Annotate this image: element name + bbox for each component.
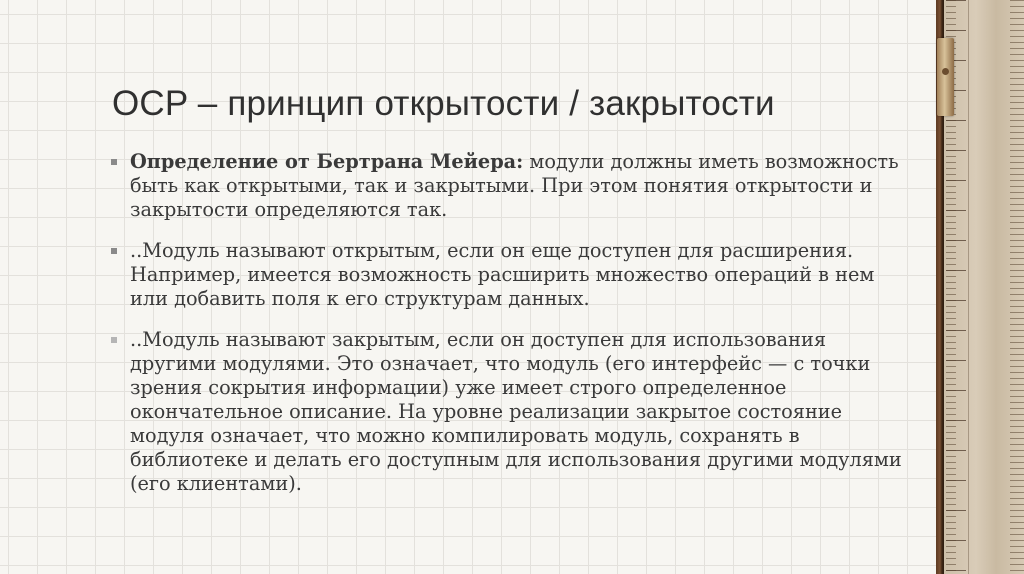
open-module-text: ..Модуль называют открытым, если он еще доступен для расширения. Например, имеется возможность расширить множество операций в нем или добавить поля к его структурам данных.	[130, 239, 875, 310]
ruler-center-line	[968, 0, 969, 574]
bullet-marker	[111, 248, 117, 254]
ruler-ticks-right	[1010, 0, 1024, 574]
bullet-item-closed-module	[111, 328, 911, 496]
bullet-marker	[111, 159, 117, 165]
bullet-item-definition	[111, 150, 911, 222]
closed-module-text: ..Модуль называют закрытым, если он доступен для использования другими модулями. Это означает, что модуль (его интерфейс — с точки зрения сокрытия информации) уже имеет строго определенное окончательное описание. На уровне реализации закрытое состояние модуля означает, что можно компилировать модуль, сохранять в библиотеке и делать его доступным для использования другими модулями (его клиентами).	[130, 328, 902, 495]
definition-lead: Определение от Бертрана Мейера:	[130, 150, 524, 173]
bullet-item-open-module	[111, 239, 911, 311]
slide-title: OCP – принцип открытости / закрытости	[112, 84, 775, 123]
bullet-list	[111, 150, 911, 513]
bullet-marker	[111, 337, 117, 343]
definition-text: модули должны иметь возможность быть как открытыми, так и закрытыми. При этом понятия открытости и закрытости определяются так.	[130, 150, 899, 221]
ruler-clip-icon	[937, 38, 954, 116]
